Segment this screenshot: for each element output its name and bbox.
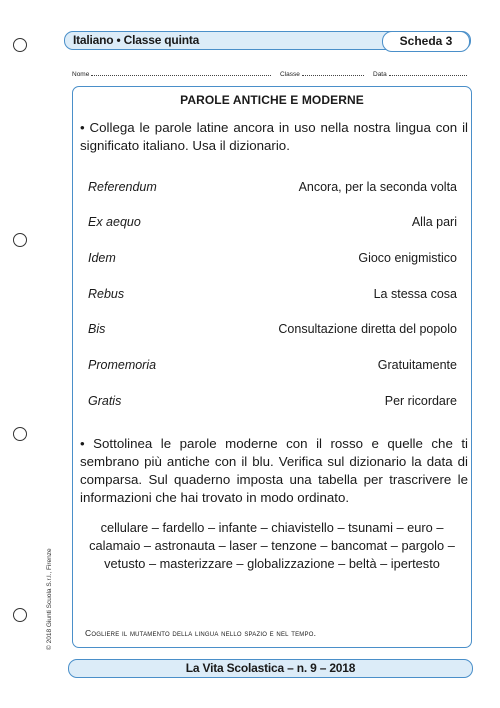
term-item: Rebus (88, 287, 125, 301)
page-title: PAROLE ANTICHE E MODERNE (180, 93, 364, 107)
class-label: Classe (280, 71, 300, 78)
term-item: Referendum (88, 180, 157, 194)
term-item: Gratis (88, 394, 122, 408)
meaning-item: Consultazione diretta del popolo (278, 322, 457, 336)
term-item: Promemoria (88, 358, 157, 372)
meaning-item: Per ricordare (384, 394, 457, 408)
word-line: calamaio – astronauta – laser – tenzone – bancomat – pargolo – (89, 538, 455, 553)
exercise1-instruction: • Collega le parole latine ancora in uso nella nostra lingua con il significato italiano. Usa il dizionario. (80, 120, 468, 153)
sheet-badge: Scheda 3 (382, 31, 470, 52)
binder-hole (13, 233, 27, 247)
date-field (373, 68, 467, 78)
binder-hole (13, 608, 27, 622)
learning-goal-note: Cogliere il mutamento della lingua nello spazio e nel tempo. (85, 628, 317, 638)
date-label: Data (373, 71, 387, 78)
date-line (389, 68, 467, 76)
name-label: Nome (72, 71, 90, 78)
name-line (91, 68, 271, 76)
class-line (302, 68, 364, 76)
binder-hole (13, 427, 27, 441)
name-field (72, 68, 271, 78)
word-line: cellulare – fardello – infante – chiavistello – tsunami – euro – (100, 520, 444, 535)
meaning-item: La stessa cosa (373, 287, 457, 301)
term-item: Bis (88, 322, 106, 336)
term-item: Idem (88, 251, 116, 265)
subject-label: Italiano • Classe quinta (73, 33, 200, 47)
meaning-item: Alla pari (411, 215, 457, 229)
meaning-item: Gratuitamente (377, 358, 457, 372)
header-bar (64, 31, 471, 50)
meaning-item: Gioco enigmistico (358, 251, 457, 265)
footer-bar: La Vita Scolastica – n. 9 – 2018 (68, 659, 473, 678)
exercise2-instruction: • Sottolinea le parole moderne con il rosso e quelle che ti sembrano più antiche con il blu. Verifica sul dizionario la data di comparsa. Sul quaderno imposta una tabella per trascrivere le informazioni che hai trovato in modo ordinato. (80, 436, 468, 505)
copyright-notice: © 2018 Giunti Scuola S.r.l., Firenze (46, 548, 53, 650)
meaning-item: Ancora, per la seconda volta (298, 180, 457, 194)
term-item: Ex aequo (88, 215, 141, 229)
word-line: vetusto – masterizzare – globalizzazione – beltà – ipertesto (104, 556, 440, 571)
binder-hole (13, 38, 27, 52)
class-field (280, 68, 364, 78)
